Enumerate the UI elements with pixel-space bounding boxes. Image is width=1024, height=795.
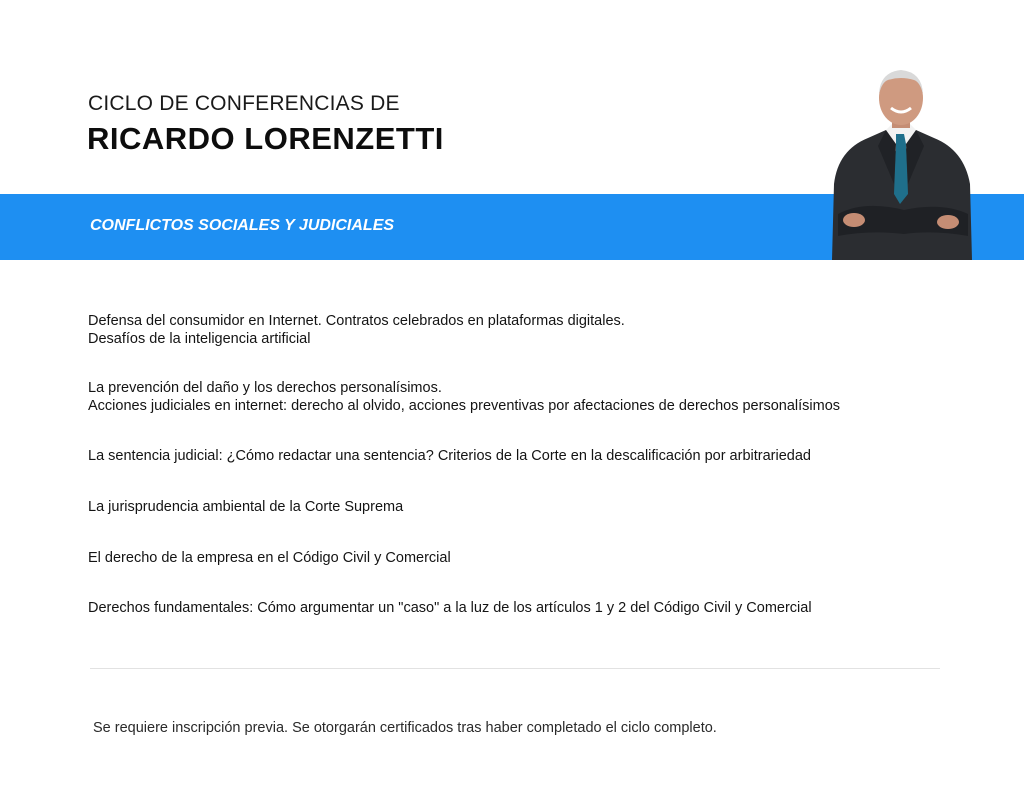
topic-line: El derecho de la empresa en el Código Civil y Comercial — [88, 550, 451, 566]
section-divider — [90, 668, 940, 669]
topic-line: Desafíos de la inteligencia artificial — [88, 331, 311, 347]
topic-item — [88, 498, 988, 516]
band-title: CONFLICTOS SOCIALES Y JUDICIALES — [90, 217, 395, 234]
speaker-portrait — [824, 64, 976, 260]
topic-line: La jurisprudencia ambiental de la Corte Suprema — [88, 499, 404, 515]
topic-line: Derechos fundamentales: Cómo argumentar un "caso" a la luz de los artículos 1 y 2 del Código Civil y Comercial — [88, 600, 812, 616]
registration-note: Se requiere inscripción previa. Se otorgarán certificados tras haber completado el ciclo completo. — [93, 720, 717, 736]
topic-item — [88, 379, 988, 415]
topic-item — [88, 599, 988, 617]
portrait-tie — [894, 134, 908, 204]
topic-item — [88, 312, 988, 348]
topic-line: Acciones judiciales en internet: derecho al olvido, acciones preventivas por afectaciones de derechos personalísimos — [88, 398, 841, 414]
series-eyebrow: CICLO DE CONFERENCIAS DE — [88, 92, 400, 115]
topic-line: La sentencia judicial: ¿Cómo redactar una sentencia? Criterios de la Corte en la descalificación por arbitrariedad — [88, 448, 811, 464]
topic-line: La prevención del daño y los derechos personalísimos. — [88, 380, 442, 396]
speaker-name: RICARDO LORENZETTI — [87, 121, 444, 156]
topic-line: Defensa del consumidor en Internet. Contratos celebrados en plataformas digitales. — [88, 313, 625, 329]
topic-item — [88, 447, 988, 465]
topic-item — [88, 549, 988, 567]
